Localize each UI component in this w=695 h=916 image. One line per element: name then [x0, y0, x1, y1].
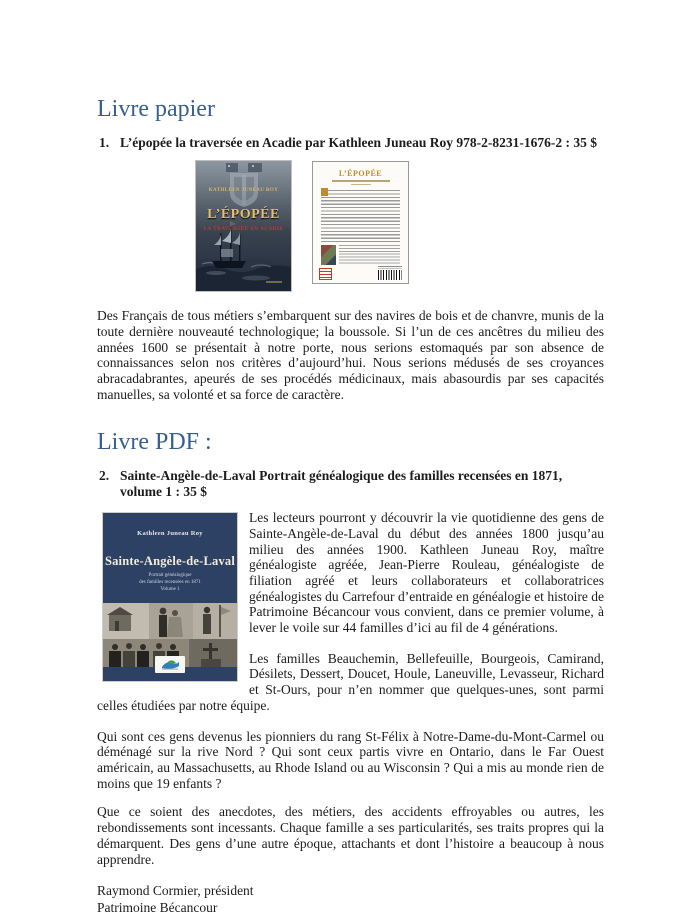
- author-bio-text-block: [339, 245, 400, 265]
- section-heading-livre-papier: Livre papier: [97, 96, 215, 122]
- book1-cover-subtitle: LA TRAVERSÉE EN ACADIE: [203, 227, 284, 233]
- signature-block: [97, 882, 604, 916]
- book2-paragraph-2: Les familles Beauchemin, Bellefeuille, Bourgeois, Camirand, Désilets, Dessert, Doucet, Houle, Laneuville, Levasseur, Richard et St-Ours, pour n’en nommer que quelques-unes, sont parmi celles étudiées par notre équipe.: [97, 650, 604, 713]
- book2-item-number: 2.: [99, 467, 110, 483]
- book1-cover-author: KATHLEEN JUNEAU ROY: [208, 188, 279, 194]
- author-photo: [321, 245, 336, 265]
- publisher-stamp-icon: [319, 268, 332, 280]
- book2-item-title: Sainte-Angèle-de-Laval Portrait généalogique des familles recensées en 1871, volume 1 : 35 $: [120, 467, 563, 499]
- book2-section-body: [97, 510, 604, 867]
- book2-cover-title: Sainte-Angèle-de-Laval: [104, 554, 236, 569]
- book1-front-cover-image: [196, 161, 291, 291]
- patrimoine-becancour-logo: [155, 656, 185, 673]
- back-cover-dropcap: [321, 188, 328, 196]
- book2-paragraph-1: Les lecteurs pourront y découvrir la vie quotidienne des gens de Sainte-Angèle-de-Laval du début des années 1800 jusqu’au milieu des années 1900. Kathleen Juneau Roy, maître généalogiste agréée, Jean-Pierre Rouleau, généalogiste de filiation agréé et leurs collaborateurs et collaboratrices généalogistes du Carrefour d’entraide en généalogie et histoire de Patrimoine Bécancour vous convient, dans ce premier volume, à lever le voile sur 44 familles d’ici au fil de 4 générations.: [249, 510, 604, 636]
- book1-item-title: L’épopée la traversée en Acadie par Kathleen Juneau Roy 978-2-8231-1676-2 : 35 $: [120, 135, 597, 151]
- back-cover-bio: [321, 245, 400, 265]
- book1-cover-title: L’ÉPOPÉE: [207, 207, 280, 223]
- book2-paragraph-4: Que ce soient des anecdotes, des métiers, des accidents effroyables ou autres, les rebondissements sont incessants. Chaque famille a ses particularités, ses traits propres qui la démarquent. Des gens d’une autre époque, attachants et dont l’histoire a beaucoup à nous apprendre.: [97, 804, 604, 867]
- section-heading-livre-pdf: Livre PDF :: [97, 428, 212, 455]
- book1-cover-images: [196, 161, 604, 291]
- back-cover-rule-small: [351, 184, 371, 186]
- book1-description: Des Français de tous métiers s’embarquent sur des navires de bois et de chanvre, munis de la toute dernière nouveauté technologique; la boussole. Si l’un de ces ancêtres du milieu des années 1600 se présentait à notre porte, nous serions estomaqués par son absence de connaissances selon nos critères d’aujourd’hui. Nous serions médusés de ses croyances abracadabrantes, apeurés de ses procédés médicinaux, mais abasourdis par ses capacités manuelles, sa volonté et sa force de caractère.: [97, 308, 604, 402]
- book1-item-number: 1.: [99, 135, 110, 151]
- book2-cover-image: [103, 513, 237, 681]
- book2-subtitle-line2: des familles recensées en 1871: [139, 580, 201, 586]
- book2-subtitle-line3: Volume 1: [160, 587, 180, 593]
- book2-paragraph-3: Qui sont ces gens devenus les pionniers du rang St-Félix à Notre-Dame-du-Mont-Carmel ou déménagé sur la rive Nord ? Qui sont ceux partis vivre en Ontario, dans le Far Ouest américain, au Massachusetts, au Rhode Island ou au Wisconsin ? Qui a mis au monde rien de moins que 19 enfants ?: [97, 728, 604, 791]
- book2-cover-subtitle: [103, 572, 237, 593]
- book2-cover-author: Kathleen Juneau Roy: [137, 530, 203, 538]
- back-cover-text-block: [321, 190, 400, 242]
- signature-org: Patrimoine Bécancour: [97, 900, 218, 916]
- back-cover-rule: [332, 180, 390, 182]
- book1-back-cover-image: [312, 161, 409, 284]
- book2-list-item: [97, 468, 604, 500]
- signature-name: Raymond Cormier, président: [97, 883, 254, 899]
- book1-back-title: L’ÉPOPÉE: [338, 169, 383, 179]
- book1-list-item: [97, 135, 604, 151]
- book2-subtitle-line1: Portrait généalogique: [148, 573, 192, 579]
- barcode-icon: [378, 270, 402, 280]
